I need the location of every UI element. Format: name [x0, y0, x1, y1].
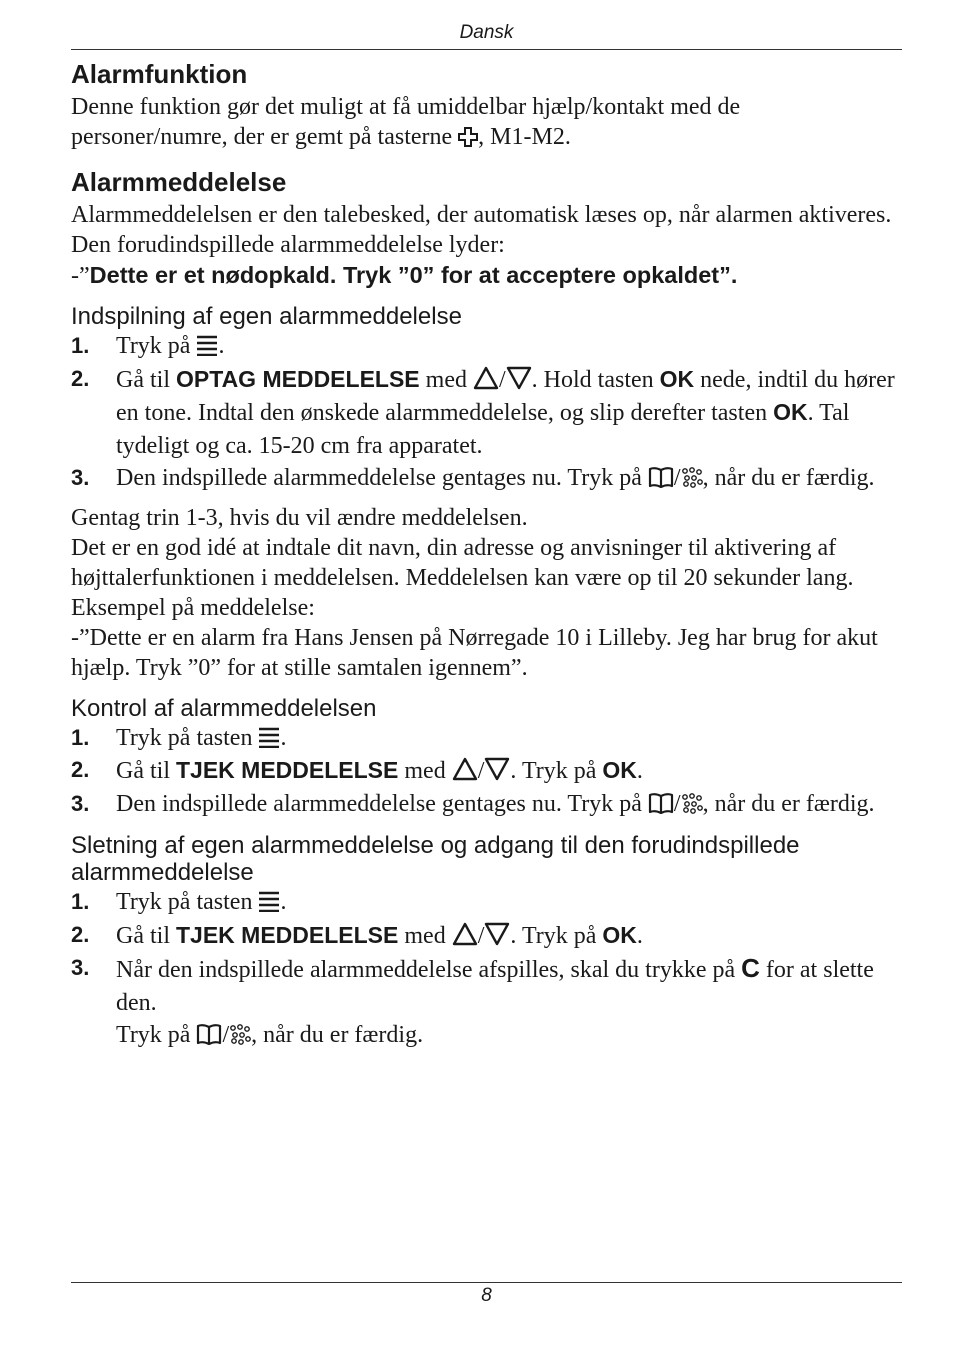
- menu-icon: [258, 726, 280, 748]
- step-number: 2.: [71, 365, 90, 391]
- step-text: . Tryk på: [510, 922, 597, 949]
- alarmmeddelelse-quote: [71, 260, 902, 291]
- alarmmeddelelse-body: Alarmmeddelelsen er den talebesked, der automatisk læses op, når alarmen aktiveres. Den forudindspillede alarmmeddelelse lyder:: [71, 202, 892, 258]
- step-text: /: [498, 366, 506, 393]
- page-number: 8: [481, 1285, 492, 1306]
- step-number: 1.: [71, 333, 90, 358]
- quote-prefix: -”: [71, 263, 90, 289]
- alarmfunktion-text: Denne funktion gør det muligt at få umiddelbar hjælp/kontakt med de personer/numre, der er gemt på tasterne: [71, 94, 741, 150]
- keypad-icon: [229, 1023, 251, 1045]
- step-text: Tryk på: [116, 333, 191, 359]
- header-rule: [71, 49, 902, 50]
- step-text: med: [404, 922, 446, 949]
- default-alarm-message: Dette er et nødopkald. Tryk ”0” for at acceptere opkaldet”.: [89, 262, 738, 288]
- menu-option-label: TJEK MEDDELELSE: [176, 921, 399, 948]
- step-text: /: [673, 790, 681, 817]
- step-text: .: [636, 758, 643, 784]
- list-item: [71, 722, 902, 755]
- up-arrow-icon: [473, 366, 499, 390]
- step-text: for at slette den.: [116, 957, 874, 1016]
- list-item: [71, 788, 902, 821]
- step-text: Når den indspillede alarmmeddelelse afspilles, skal du trykke på: [116, 957, 736, 983]
- c-key-icon: C: [741, 953, 760, 983]
- indspilning-steps: [71, 330, 902, 495]
- alarmfunktion-keys: , M1-M2.: [478, 124, 571, 150]
- header-language: Dansk: [459, 22, 514, 43]
- step-text: Gå til: [116, 758, 170, 784]
- alarmfunktion-body: [71, 92, 902, 152]
- step-number: 1.: [71, 724, 90, 750]
- step-text: Den indspillede alarmmeddelelse gentages nu. Tryk på: [116, 790, 642, 817]
- heading-sletning: Sletning af egen alarmmeddelelse og adgang til den forudindspillede alarmmeddelelse: [71, 832, 800, 886]
- list-item: [71, 363, 902, 463]
- heading-alarmfunktion: Alarmfunktion: [71, 59, 248, 89]
- step-text: , når du er færdig.: [702, 465, 875, 491]
- down-arrow-icon: [484, 922, 510, 946]
- down-arrow-icon: [484, 757, 510, 781]
- sletning-steps: [71, 886, 902, 1052]
- step-text: Tryk på tasten: [116, 889, 253, 915]
- step-text: , når du er færdig.: [251, 1022, 424, 1048]
- step-text: /: [673, 465, 681, 491]
- ok-key-label: OK: [602, 757, 637, 783]
- step-number: 2.: [71, 757, 90, 782]
- step-text: /: [477, 758, 485, 784]
- step-number: 2.: [71, 921, 90, 947]
- keypad-icon: [681, 792, 703, 814]
- step-text: .: [280, 724, 287, 751]
- step-text: Gå til: [116, 366, 170, 393]
- step-text: . Hold tasten: [531, 366, 654, 393]
- phonebook-icon: [196, 1023, 222, 1045]
- ok-key-label: OK: [602, 921, 637, 948]
- step-text: Gå til: [116, 922, 170, 949]
- indspilning-para-example-label: Eksempel på meddelelse:: [71, 594, 315, 621]
- down-arrow-icon: [506, 366, 532, 390]
- step-text: , når du er færdig.: [702, 790, 875, 817]
- page-content: [71, 56, 902, 1052]
- phonebook-icon: [648, 466, 674, 488]
- step-text: .: [218, 333, 225, 359]
- step-text: .: [280, 889, 287, 915]
- ok-key-label: OK: [659, 365, 695, 392]
- menu-icon: [258, 890, 280, 912]
- step-text: med: [404, 758, 446, 784]
- step-number: 3.: [71, 955, 90, 980]
- plus-cross-icon: [458, 127, 478, 147]
- ok-key-label: OK: [773, 399, 808, 425]
- indspilning-para-tip: Det er en god idé at indtale dit navn, din adresse og anvisninger til aktivering af højttalerfunktionen i meddelelsen. Meddelelsen kan være op til 20 sekunder lang.: [71, 534, 854, 591]
- step-text: . Tryk på: [510, 758, 597, 784]
- list-item: [71, 952, 902, 1052]
- list-item: [71, 919, 902, 953]
- footer-rule: [71, 1282, 902, 1283]
- step-text: .: [636, 922, 643, 949]
- list-item: [71, 754, 902, 788]
- step-text: Tryk på tasten: [116, 724, 253, 751]
- step-text: Tryk på: [116, 1022, 191, 1048]
- indspilning-para-repeat: Gentag trin 1-3, hvis du vil ændre meddelelsen.: [71, 504, 528, 531]
- up-arrow-icon: [452, 757, 478, 781]
- step-number: 3.: [71, 790, 90, 816]
- step-text: nede, indtil du hører en tone. Indtal den ønskede alarmmeddelelse, og slip derefter tasten: [116, 366, 895, 426]
- step-text: Den indspillede alarmmeddelelse gentages nu. Tryk på: [116, 465, 642, 491]
- heading-alarmmeddelelse: Alarmmeddelelse: [71, 167, 287, 197]
- menu-icon: [196, 334, 218, 356]
- heading-kontrol: Kontrol af alarmmeddelelsen: [71, 694, 377, 722]
- list-item: [71, 462, 902, 495]
- step-number: 1.: [71, 889, 90, 914]
- phonebook-icon: [648, 792, 674, 814]
- indspilning-para-example: -”Dette er en alarm fra Hans Jensen på Nørregade 10 i Lilleby. Jeg har brug for akut hjælp. Tryk ”0” for at stille samtalen igennem”.: [71, 624, 878, 681]
- list-item: [71, 330, 902, 363]
- step-number: 3.: [71, 465, 90, 490]
- heading-indspilning: Indspilning af egen alarmmeddelelse: [71, 303, 462, 330]
- up-arrow-icon: [452, 922, 478, 946]
- kontrol-steps: [71, 722, 902, 821]
- menu-option-label: TJEK MEDDELELSE: [176, 757, 399, 783]
- menu-option-label: OPTAG MEDDELELSE: [176, 365, 420, 392]
- step-text: med: [425, 366, 467, 393]
- step-text: /: [477, 922, 485, 949]
- step-text: /: [222, 1022, 230, 1048]
- step-text: . Tal tydeligt og ca. 15-20 cm fra apparatet.: [116, 400, 850, 459]
- keypad-icon: [681, 466, 703, 488]
- list-item: [71, 886, 902, 919]
